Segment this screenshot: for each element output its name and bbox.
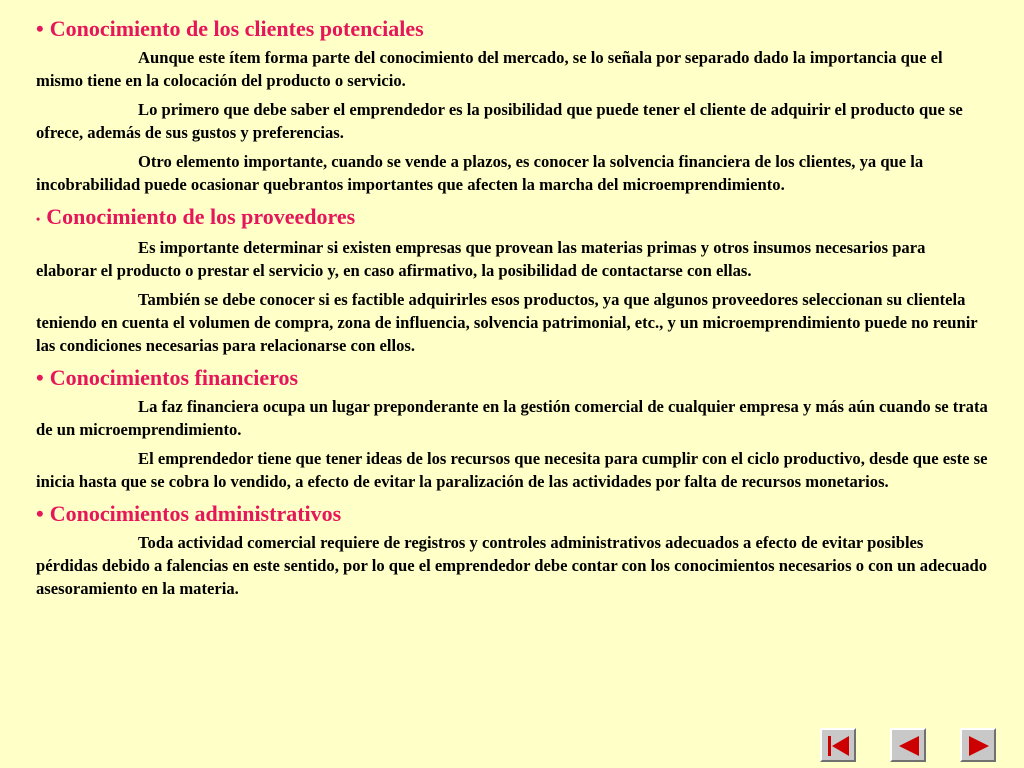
section-proveedores — [36, 202, 988, 357]
section-clientes — [36, 14, 988, 196]
slide-navigation — [820, 728, 996, 762]
section-heading — [36, 499, 988, 529]
section-financieros — [36, 363, 988, 493]
section-title: Conocimiento de los proveedores — [46, 204, 356, 229]
section-administrativos — [36, 499, 988, 600]
slide-content — [36, 14, 988, 606]
bullet: • — [36, 500, 44, 526]
first-slide-button[interactable] — [820, 728, 856, 762]
section-title: Conocimientos administrativos — [49, 500, 342, 526]
paragraph: Otro elemento importante, cuando se vende a plazos, es conocer la solvencia financiera de los clientes, ya que la incobrabilidad puede ocasionar quebrantos importantes que afecten la marcha del microemprendimiento. — [36, 152, 924, 194]
previous-slide-button[interactable] — [890, 728, 926, 762]
bullet: • — [36, 16, 44, 41]
paragraph: Lo primero que debe saber el emprendedor es la posibilidad que puede tener el cliente de adquirir el producto que se ofrece, además de sus gustos y preferencias. — [36, 100, 963, 142]
paragraph: También se debe conocer si es factible adquirirles esos productos, ya que algunos proveedores seleccionan su clientela teniendo en cuenta el volumen de compra, zona de influencia, solvencia patrimonial, etc., y un microemprendimiento puede no reunir las condiciones necesarias para relacionarse con ellos. — [36, 289, 978, 355]
section-heading — [36, 202, 988, 234]
paragraph: Toda actividad comercial requiere de registros y controles administrativos adecuados a efecto de evitar posibles pérdidas debido a falencias en este sentido, por lo que el emprendedor debe contar con los conocimientos necesarios o con un adecuado asesoramiento en la materia. — [36, 532, 988, 598]
paragraph: Es importante determinar si existen empresas que provean las materias primas y otros insumos necesarios para elaborar el producto o prestar el servicio y, en caso afirmativo, la posibilidad de contactarse con ellas. — [36, 237, 926, 280]
paragraph: Aunque este ítem forma parte del conocimiento del mercado, se lo señala por separado dado la importancia que el mismo tiene en la colocación del producto o servicio. — [36, 48, 943, 90]
next-slide-icon — [965, 733, 993, 759]
section-heading — [36, 363, 988, 393]
paragraph: La faz financiera ocupa un lugar preponderante en la gestión comercial de cualquier empresa y más aún cuando se trata de un microemprendimiento. — [36, 396, 988, 439]
section-title: Conocimiento de los clientes potenciales — [49, 16, 424, 41]
section-title: Conocimientos financieros — [49, 364, 299, 390]
paragraph: El emprendedor tiene que tener ideas de los recursos que necesita para cumplir con el ciclo productivo, desde que este se inicia hasta que se cobra lo vendido, a efecto de evitar la paralización de las actividades por falta de recursos monetarios. — [36, 448, 988, 491]
bullet: • — [36, 211, 41, 226]
first-slide-icon — [825, 733, 853, 759]
next-slide-button[interactable] — [960, 728, 996, 762]
section-heading — [36, 14, 988, 44]
previous-slide-icon — [895, 733, 923, 759]
bullet: • — [36, 364, 44, 390]
